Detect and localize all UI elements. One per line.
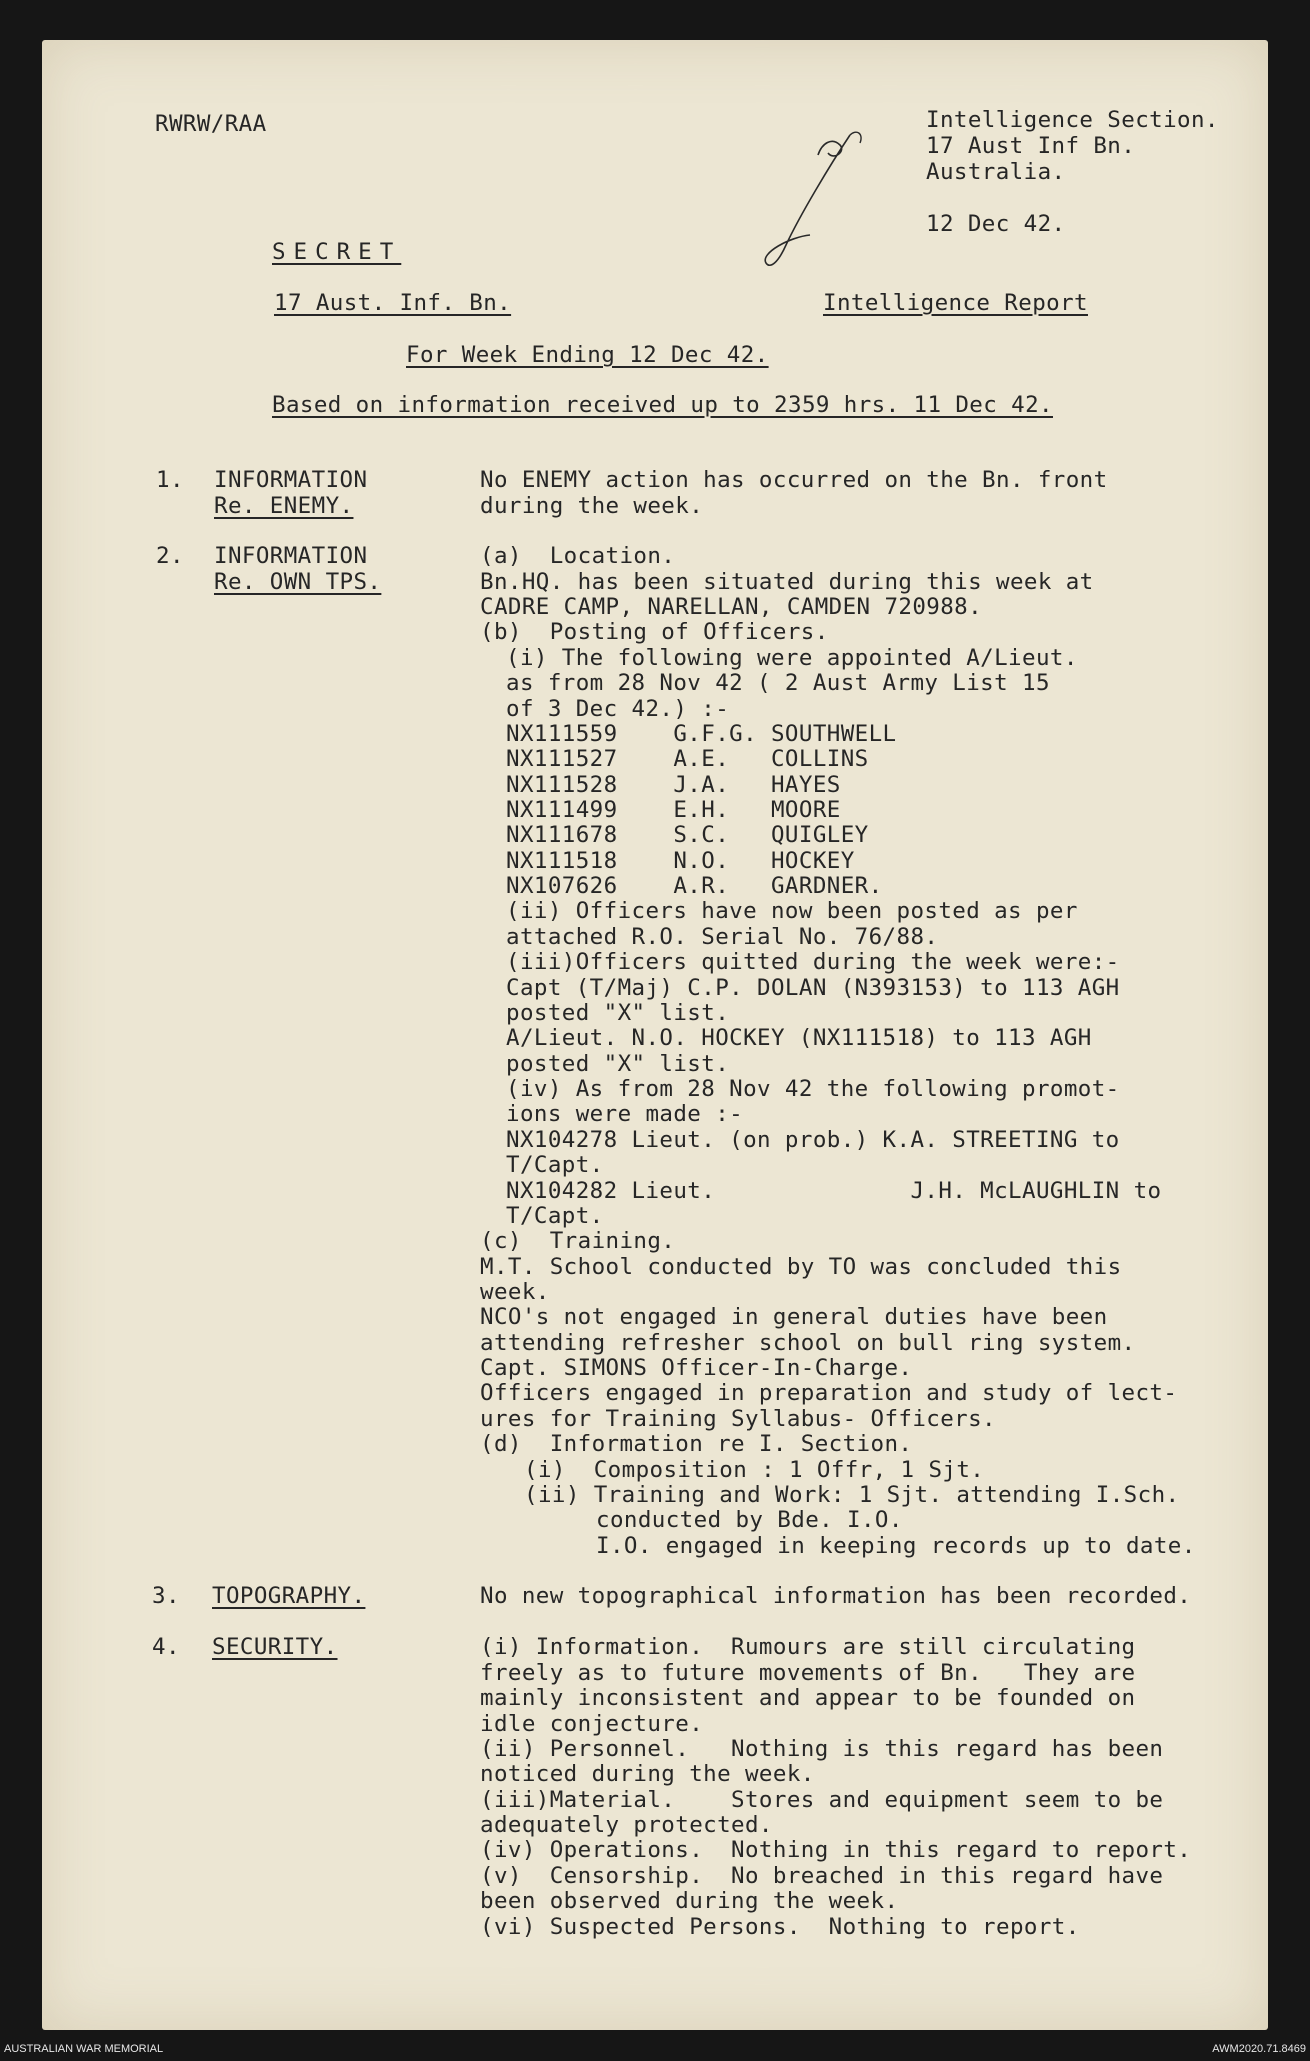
body-line: (b) Posting of Officers.: [480, 619, 829, 645]
body-line: (ii) Personnel. Nothing is this regard has been: [480, 1736, 1164, 1762]
body-line: NCO's not engaged in general duties have been: [480, 1304, 1108, 1330]
report-type: Intelligence Report: [823, 290, 1088, 316]
officer-row: NX111518 N.O. HOCKEY: [506, 848, 855, 874]
archive-credit: AUSTRALIAN WAR MEMORIAL: [4, 2043, 164, 2055]
body-line: freely as to future movements of Bn. They are: [480, 1660, 1136, 1686]
body-line: I.O. engaged in keeping records up to date.: [596, 1533, 1196, 1559]
body-line: (ii) Officers have now been posted as per: [506, 898, 1078, 924]
body-line: Capt. SIMONS Officer-In-Charge.: [480, 1355, 913, 1381]
officer-row: NX107626 A.R. GARDNER.: [506, 873, 883, 899]
section-heading-line: INFORMATION: [214, 543, 368, 569]
officer-row: NX111559 G.F.G. SOUTHWELL: [506, 721, 897, 747]
officer-row: NX111527 A.E. COLLINS: [506, 746, 869, 772]
body-line: during the week.: [480, 493, 704, 519]
section-heading-line: Re. ENEMY.: [214, 493, 354, 519]
handwritten-initials: [760, 125, 900, 275]
sender-line-1: Intelligence Section.: [926, 107, 1219, 133]
body-line: T/Capt.: [506, 1152, 604, 1178]
body-line: attending refresher school on bull ring system.: [480, 1330, 1136, 1356]
body-line: NX104282 Lieut. J.H. McLAUGHLIN to: [506, 1178, 1162, 1204]
section-heading-line: TOPOGRAPHY.: [212, 1583, 366, 1609]
body-line: (ii) Training and Work: 1 Sjt. attending I.Sch.: [524, 1482, 1180, 1508]
body-line: Bn.HQ. has been situated during this week at: [480, 569, 1094, 595]
section-number: 4.: [152, 1634, 180, 1660]
officer-row: NX111678 S.C. QUIGLEY: [506, 822, 869, 848]
body-line: (iv) Operations. Nothing in this regard to report.: [480, 1837, 1192, 1863]
body-line: (v) Censorship. No breached in this regard have: [480, 1863, 1164, 1889]
body-line: of 3 Dec 42.) :-: [506, 696, 730, 722]
body-line: CADRE CAMP, NARELLAN, CAMDEN 720988.: [480, 594, 983, 620]
body-line: posted "X" list.: [506, 1051, 730, 1077]
body-line: NX104278 Lieut. (on prob.) K.A. STREETING to: [506, 1127, 1120, 1153]
body-line: (d) Information re I. Section.: [480, 1431, 913, 1457]
body-line: (i) Information. Rumours are still circulating: [480, 1634, 1136, 1660]
body-line: as from 28 Nov 42 ( 2 Aust Army List 15: [506, 670, 1050, 696]
section-number: 1.: [156, 467, 184, 493]
body-line: adequately protected.: [480, 1812, 773, 1838]
body-line: noticed during the week.: [480, 1761, 815, 1787]
body-line: idle conjecture.: [480, 1711, 704, 1737]
section-heading-line: INFORMATION: [214, 467, 368, 493]
archive-id: AWM2020.71.8469: [1212, 2043, 1306, 2055]
body-line: T/Capt.: [506, 1203, 604, 1229]
section-heading-line: SECURITY.: [212, 1634, 338, 1660]
body-line: week.: [480, 1279, 550, 1305]
body-line: (i) The following were appointed A/Lieut.: [506, 645, 1078, 671]
body-line: been observed during the week.: [480, 1888, 899, 1914]
officer-row: NX111499 E.H. MOORE: [506, 797, 841, 823]
body-line: attached R.O. Serial No. 76/88.: [506, 924, 939, 950]
sender-line-2: 17 Aust Inf Bn.: [926, 133, 1136, 159]
sender-line-3: Australia.: [926, 159, 1066, 185]
body-line: Capt (T/Maj) C.P. DOLAN (N393153) to 113 AGH: [506, 975, 1120, 1001]
body-line: No ENEMY action has occurred on the Bn. front: [480, 467, 1108, 493]
reference-code: RWRW/RAA: [155, 111, 267, 137]
body-line: (iv) As from 28 Nov 42 the following promot-: [506, 1076, 1120, 1102]
week-ending: For Week Ending 12 Dec 42.: [406, 342, 769, 368]
body-line: No new topographical information has been recorded.: [480, 1583, 1192, 1609]
classification-label: SECRET: [272, 239, 402, 265]
body-line: (a) Location.: [480, 543, 676, 569]
body-line: posted "X" list.: [506, 1000, 730, 1026]
body-line: M.T. School conducted by TO was concluded this: [480, 1254, 1122, 1280]
body-line: (i) Composition : 1 Offr, 1 Sjt.: [524, 1457, 985, 1483]
section-number: 2.: [156, 543, 184, 569]
body-line: (iii)Officers quitted during the week were:-: [506, 949, 1120, 975]
body-line: ures for Training Syllabus- Officers.: [480, 1406, 997, 1432]
body-line: (c) Training.: [480, 1228, 676, 1254]
officer-row: NX111528 J.A. HAYES: [506, 772, 841, 798]
body-line: mainly inconsistent and appear to be founded on: [480, 1685, 1136, 1711]
section-heading-line: Re. OWN TPS.: [214, 569, 382, 595]
body-line: conducted by Bde. I.O.: [596, 1507, 903, 1533]
section-number: 3.: [152, 1583, 180, 1609]
body-line: A/Lieut. N.O. HOCKEY (NX111518) to 113 AGH: [506, 1025, 1092, 1051]
body-line: (vi) Suspected Persons. Nothing to report.: [480, 1914, 1080, 1940]
unit-name: 17 Aust. Inf. Bn.: [274, 290, 512, 316]
body-line: Officers engaged in preparation and study of lect-: [480, 1380, 1178, 1406]
based-on: Based on information received up to 2359 hrs. 11 Dec 42.: [272, 392, 1053, 418]
body-line: ions were made :-: [506, 1101, 744, 1127]
body-line: (iii)Material. Stores and equipment seem to be: [480, 1787, 1164, 1813]
report-date: 12 Dec 42.: [926, 211, 1066, 237]
